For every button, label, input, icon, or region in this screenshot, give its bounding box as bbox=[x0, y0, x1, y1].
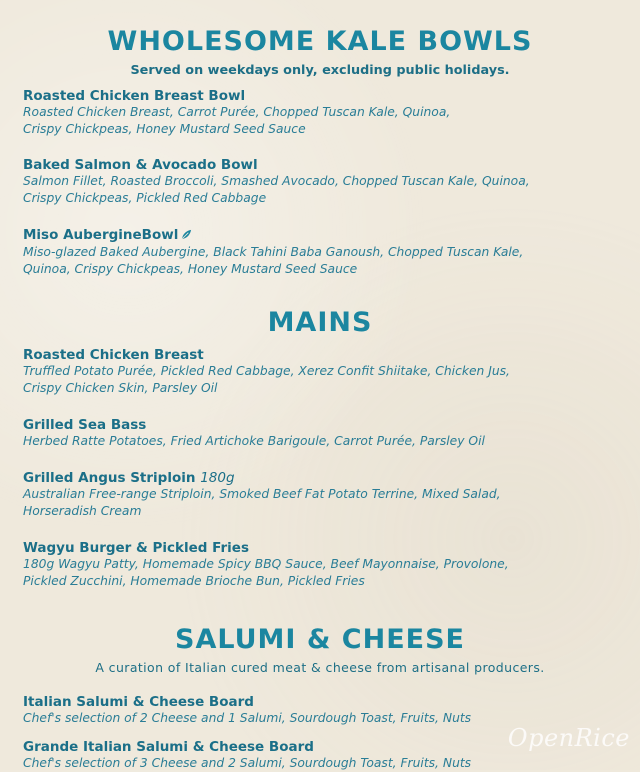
item-desc-line1: 180g Wagyu Patty, Homemade Spicy BBQ Sauce, Beef Mayonnaise, Provolone, bbox=[23, 557, 509, 571]
kale-bowls-title: WHOLESOME KALE BOWLS bbox=[107, 26, 533, 57]
menu-item-salmon-avocado-bowl bbox=[23, 157, 623, 207]
mains-title: MAINS bbox=[267, 307, 373, 338]
item-weight: 180g bbox=[200, 470, 235, 486]
menu-item-roasted-chicken-breast bbox=[23, 347, 623, 397]
item-desc-line2: Horseradish Cream bbox=[23, 504, 142, 518]
item-desc-line1: Chef's selection of 2 Cheese and 1 Salumi, Sourdough Toast, Fruits, Nuts bbox=[23, 711, 472, 725]
item-name: Roasted Chicken Breast Bowl bbox=[23, 88, 246, 104]
menu-item-miso-aubergine-bowl bbox=[23, 227, 623, 278]
item-name: Italian Salumi & Cheese Board bbox=[23, 694, 254, 710]
menu-item-grilled-sea-bass bbox=[23, 417, 623, 450]
item-name: Miso AubergineBowl bbox=[23, 227, 179, 243]
item-desc-line1: Chef's selection of 3 Cheese and 2 Salumi, Sourdough Toast, Fruits, Nuts bbox=[23, 756, 472, 770]
item-desc-line1: Truffled Potato Purée, Pickled Red Cabbage, Xerez Confit Shiitake, Chicken Jus, bbox=[23, 364, 510, 378]
item-desc-line2: Quinoa, Crispy Chickpeas, Honey Mustard Seed Sauce bbox=[23, 262, 358, 276]
item-desc-line2: Crispy Chicken Skin, Parsley Oil bbox=[23, 381, 218, 395]
salumi-cheese-subtitle: A curation of Italian cured meat & cheese from artisanal producers. bbox=[95, 660, 545, 675]
item-name: Wagyu Burger & Pickled Fries bbox=[23, 540, 249, 556]
item-name: Grilled Angus Striploin bbox=[23, 470, 196, 486]
salumi-cheese-title: SALUMI & CHEESE bbox=[175, 624, 465, 655]
item-desc-line1: Roasted Chicken Breast, Carrot Purée, Chopped Tuscan Kale, Quinoa, bbox=[23, 105, 451, 119]
item-name-row bbox=[23, 470, 623, 486]
item-desc-line1: Herbed Ratte Potatoes, Fried Artichoke Barigoule, Carrot Purée, Parsley Oil bbox=[23, 434, 485, 448]
item-name: Grilled Sea Bass bbox=[23, 417, 147, 433]
item-desc-line1: Miso-glazed Baked Aubergine, Black Tahini Baba Ganoush, Chopped Tuscan Kale, bbox=[23, 245, 524, 259]
item-name: Baked Salmon & Avocado Bowl bbox=[23, 157, 258, 173]
item-desc-line1: Salmon Fillet, Roasted Broccoli, Smashed Avocado, Chopped Tuscan Kale, Quinoa, bbox=[23, 174, 530, 188]
item-desc-line1: Australian Free-range Striploin, Smoked Beef Fat Potato Terrine, Mixed Salad, bbox=[23, 487, 501, 501]
menu-item-grilled-angus-striploin bbox=[23, 470, 623, 520]
item-name: Roasted Chicken Breast bbox=[23, 347, 204, 363]
item-desc-line2: Pickled Zucchini, Homemade Brioche Bun, Pickled Fries bbox=[23, 574, 365, 588]
openrice-watermark: OpenRice bbox=[507, 724, 630, 752]
item-name: Grande Italian Salumi & Cheese Board bbox=[23, 739, 314, 755]
menu-item-salumi-board bbox=[23, 694, 623, 727]
item-name-row bbox=[23, 227, 623, 244]
menu-item-roasted-chicken-bowl bbox=[23, 88, 623, 138]
item-desc-line2: Crispy Chickpeas, Honey Mustard Seed Sauce bbox=[23, 122, 306, 136]
menu-item-wagyu-burger bbox=[23, 540, 623, 590]
item-desc-line2: Crispy Chickpeas, Pickled Red Cabbage bbox=[23, 191, 267, 205]
kale-bowls-subtitle: Served on weekdays only, excluding public holidays. bbox=[130, 63, 510, 78]
leaf-icon bbox=[181, 228, 192, 244]
